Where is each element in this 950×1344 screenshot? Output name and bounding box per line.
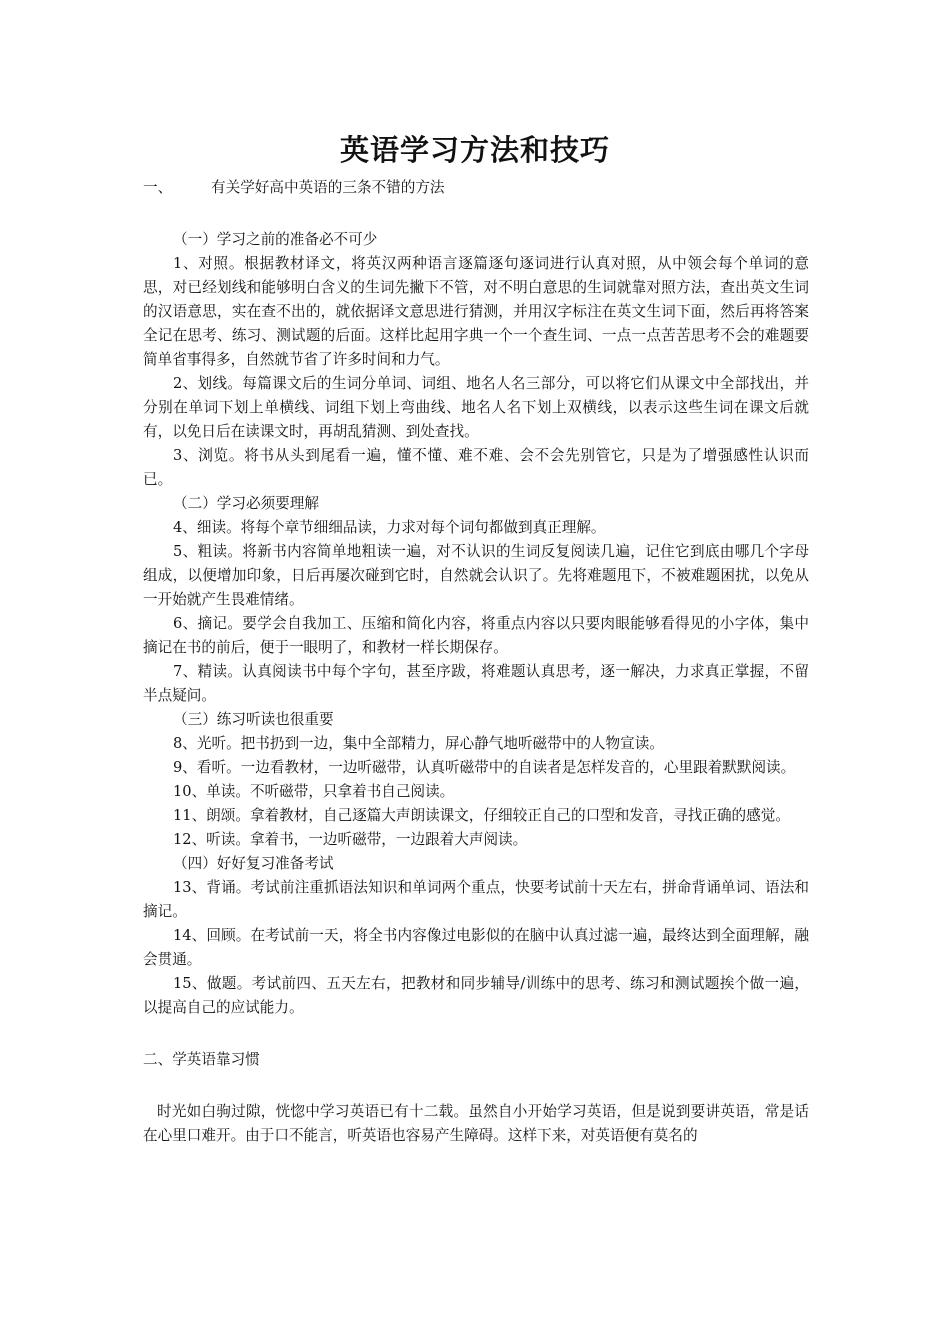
list-item: 14、回顾。在考试前一天，将全书内容像过电影似的在脑中认真过滤一遍，最终达到全面理解，融会贯通。 [143, 927, 809, 968]
list-item: 7、精读。认真阅读书中每个字句，甚至序跋，将难题认真思考，逐一解决，力求真正掌握，不留半点疑问。 [143, 663, 809, 704]
section-1-title: 有关学好高中英语的三条不错的方法 [211, 179, 445, 196]
list-item: 9、看听。一边看教材，一边听磁带，认真听磁带中的自读者是怎样发音的，心里跟着默默阅读。 [173, 759, 796, 776]
group-heading: （三）练习听读也很重要 [173, 711, 334, 728]
list-item: 6、摘记。要学会自我加工、压缩和简化内容，将重点内容以只要肉眼能够看得见的小字体，集中摘记在书的前后，便于一眼明了，和教材一样长期保存。 [143, 615, 809, 656]
section-2-paragraph: 时光如白驹过隙，恍惚中学习英语已有十二载。虽然自小开始学习英语，但是说到要讲英语，常是话在心里口难开。由于口不能言，听英语也容易产生障碍。这样下来，对英语便有莫名的 [143, 1103, 809, 1144]
section-2-heading: 二、学英语靠习惯 [143, 1051, 260, 1068]
list-item: 2、划线。每篇课文后的生词分单词、词组、地名人名三部分，可以将它们从课文中全部找出，并分别在单词下划上单横线、词组下划上弯曲线、地名人名下划上双横线，以表示这些生词在课文后就有，以免日后在读课文时，再胡乱猜测、到处查找。 [143, 375, 809, 440]
list-item: 10、单读。不听磁带，只拿着书自己阅读。 [173, 783, 455, 800]
list-item: 12、听读。拿着书，一边听磁带，一边跟着大声阅读。 [173, 831, 528, 848]
list-item: 4、细读。将每个章节细细品读，力求对每个词句都做到真正理解。 [173, 519, 606, 536]
section-1-number: 一、 [143, 179, 173, 196]
group-heading: （四）好好复习准备考试 [173, 855, 334, 872]
document-body [143, 176, 809, 1148]
list-item: 5、粗读。将新书内容简单地粗读一遍，对不认识的生词反复阅读几遍，记住它到底由哪几个字母组成，以便增加印象，日后再屡次碰到它时，自然就会认识了。先将难题甩下，不被难题困扰，以免从一开始就产生畏难情绪。 [143, 543, 809, 608]
list-item: 15、做题。考试前四、五天左右，把教材和同步辅导/训练中的思考、练习和测试题挨个做一遍，以提高自己的应试能力。 [143, 975, 809, 1016]
list-item: 13、背诵。考试前注重抓语法知识和单词两个重点，快要考试前十天左右，拼命背诵单词、语法和摘记。 [143, 879, 809, 920]
list-item: 3、浏览。将书从头到尾看一遍，懂不懂、难不难、会不会先别管它，只是为了增强感性认识而已。 [143, 447, 809, 488]
list-item: 11、朗颂。拿着教材，自己逐篇大声朗读课文，仔细较正自己的口型和发音，寻找正确的感觉。 [173, 807, 790, 824]
group-heading: （一）学习之前的准备必不可少 [173, 231, 378, 248]
section-1-heading [143, 176, 809, 200]
list-item: 8、光听。把书扔到一边，集中全部精力，屏心静气地听磁带中的人物宣读。 [173, 735, 664, 752]
list-item: 1、对照。根据教材译文，将英汉两种语言逐篇逐句逐词进行认真对照，从中领会每个单词的意思，对已经划线和能够明白含义的生词先撇下不管，对不明白意思的生词就靠对照方法，查出英文生词的汉语意思，实在查不出的，就依据译文意思进行猜测，并用汉字标注在英文生词下面，然后再将答案全记在思考、练习、测试题的后面。这样比起用字典一个一个查生词、一点一点苦苦思考不会的难题要简单省事得多，自然就节省了许多时间和力气。 [143, 255, 809, 368]
group-heading: （二）学习必须要理解 [173, 495, 319, 512]
document-title: 英语学习方法和技巧 [339, 133, 610, 167]
